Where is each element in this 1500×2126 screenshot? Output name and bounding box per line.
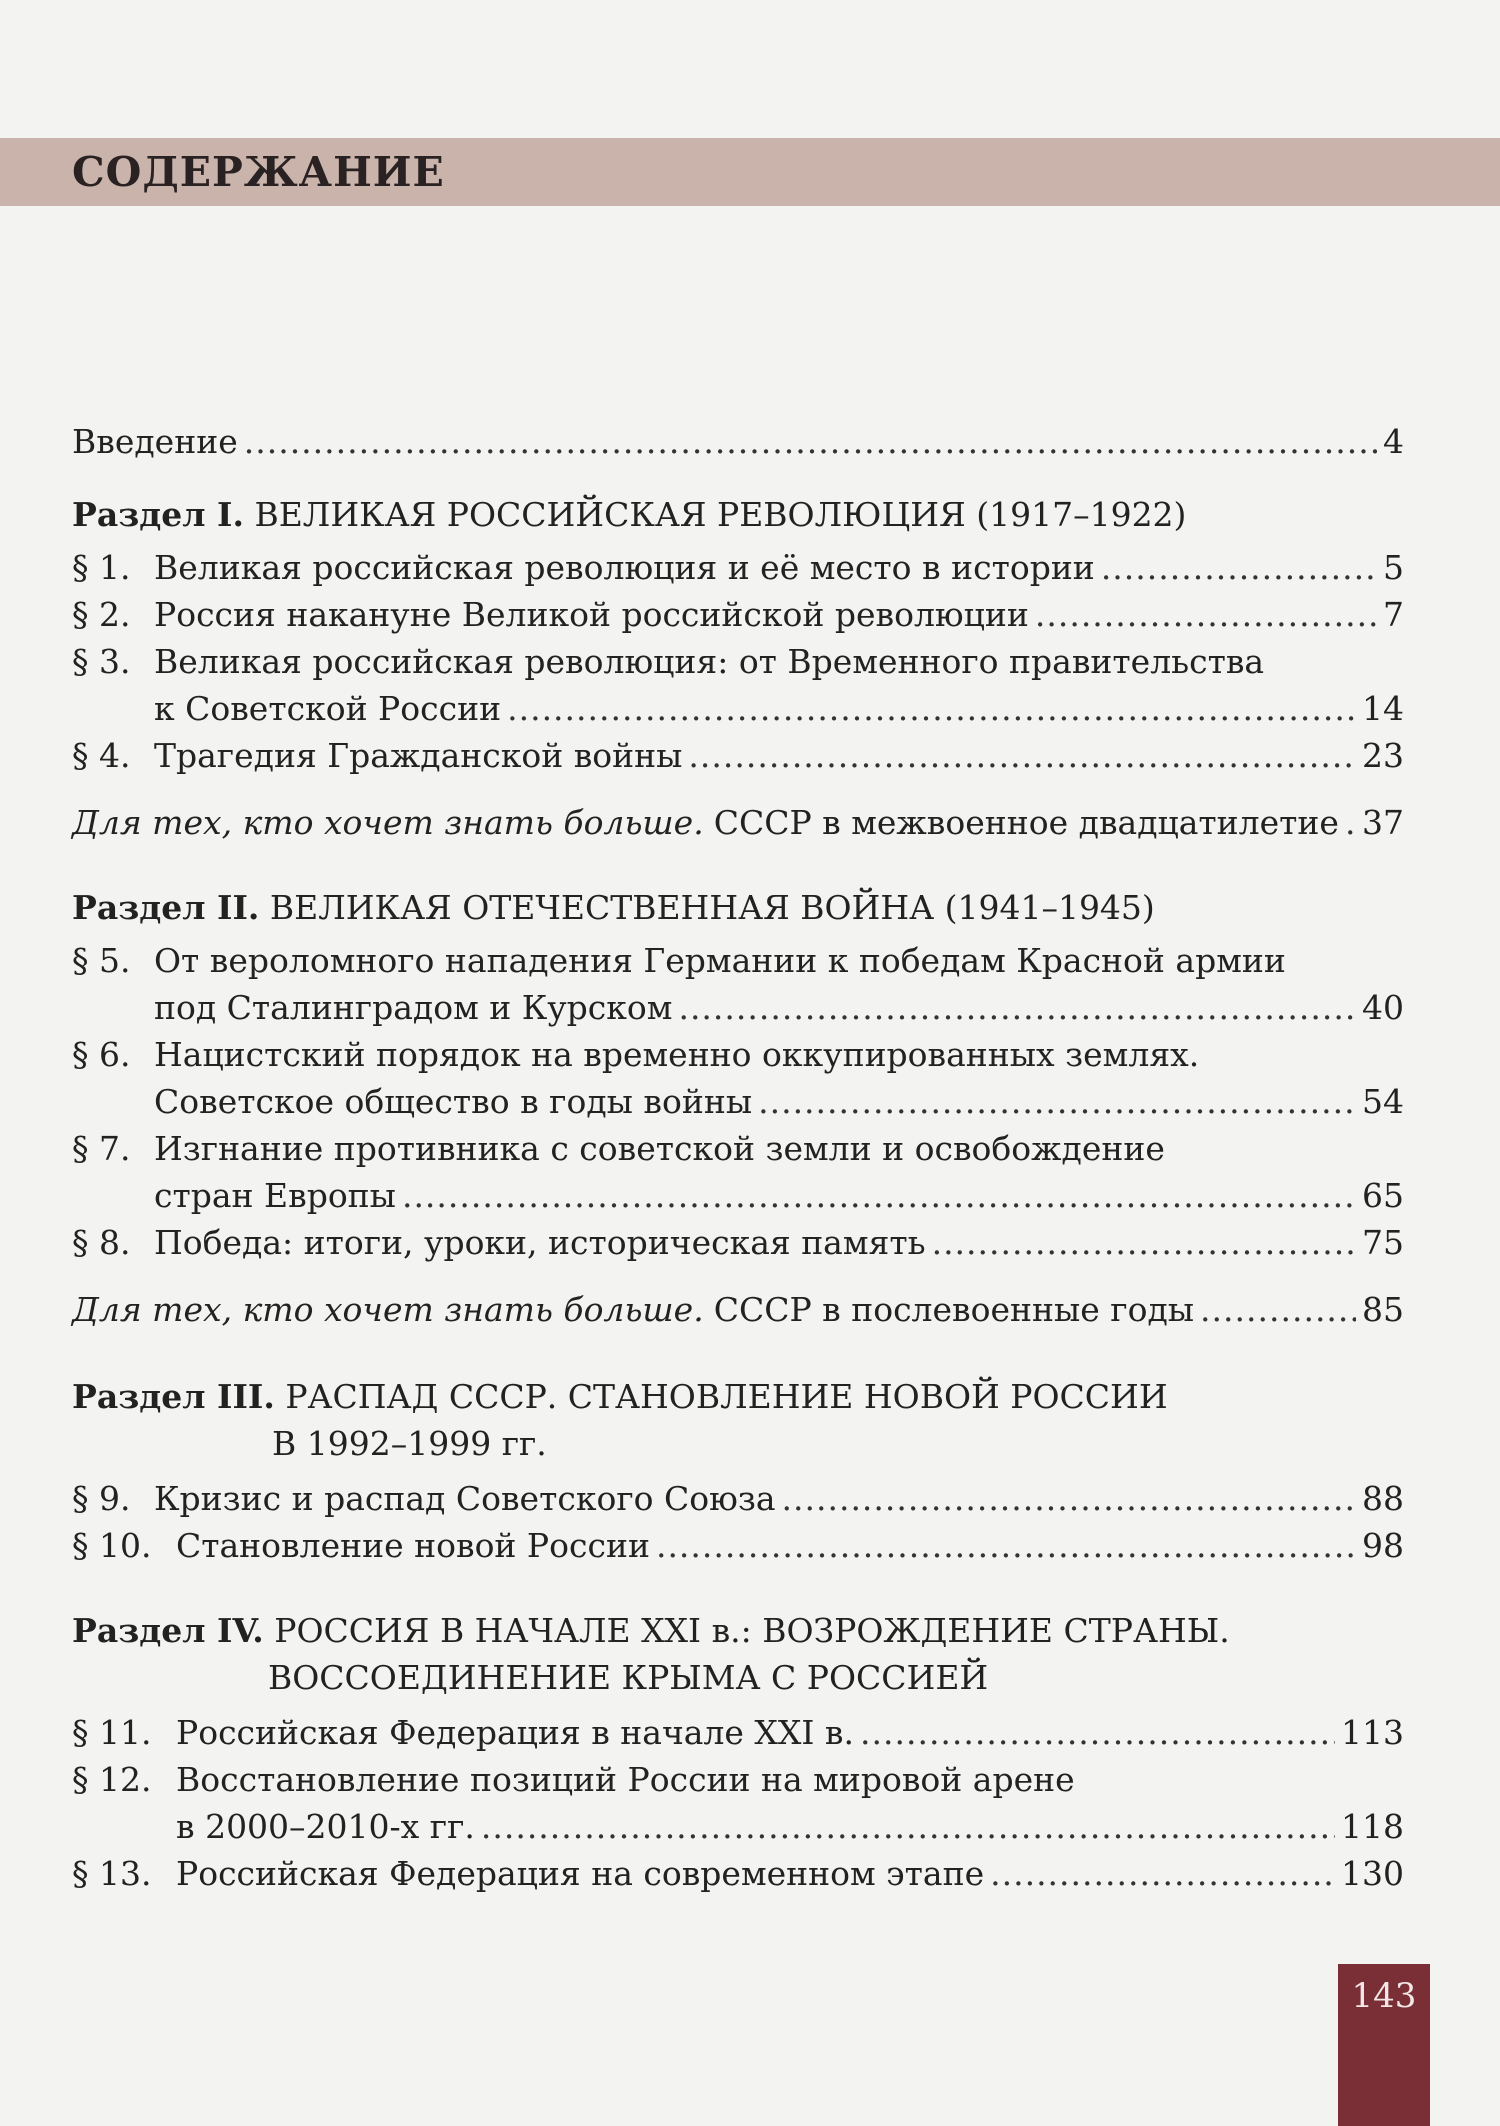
section-heading-3 (72, 1375, 1168, 1419)
toc-entry-4[interactable] (72, 734, 1404, 778)
dot-leader (402, 1174, 1356, 1218)
toc-page-number: 65 (1362, 1176, 1404, 1215)
toc-entry-number: § 8. (72, 1223, 131, 1262)
toc-entry-number: § 6. (72, 1035, 131, 1074)
section-label: Раздел I. (72, 495, 244, 534)
page-number: 143 (1351, 1976, 1417, 2016)
toc-entry-number: § 7. (72, 1129, 131, 1168)
toc-entry-1[interactable] (72, 546, 1404, 590)
toc-entry-3[interactable] (72, 640, 1404, 684)
toc-entry-intro[interactable] (72, 420, 1404, 464)
toc-entry-12[interactable] (72, 1758, 1404, 1802)
toc-entry-number: § 4. (72, 736, 131, 775)
toc-entry-text: Великая российская революция и её место в истории (154, 548, 1095, 587)
toc-entry-text: под Сталинградом и Курском (154, 988, 673, 1027)
toc-entry-text: Победа: итоги, уроки, историческая память (154, 1223, 926, 1262)
toc-entry-5[interactable] (72, 939, 1404, 983)
section-heading-3-cont (272, 1422, 547, 1466)
toc-entry-extra-1[interactable] (72, 801, 1404, 845)
toc-entry-10[interactable] (72, 1524, 1404, 1568)
toc-entry-text: Кризис и распад Советского Союза (154, 1479, 776, 1518)
toc-page-number: 4 (1383, 422, 1404, 461)
toc-page-number: 37 (1362, 803, 1404, 842)
toc-entry-8[interactable] (72, 1221, 1404, 1265)
toc-entry-number: § 9. (72, 1479, 131, 1518)
toc-page-number: 118 (1341, 1807, 1404, 1846)
toc-page-number: 88 (1362, 1479, 1404, 1518)
toc-page-number: 23 (1362, 736, 1404, 775)
toc-entry-11[interactable] (72, 1711, 1404, 1755)
section-title: РОССИЯ В НАЧАЛЕ XXI в.: ВОЗРОЖДЕНИЕ СТРАНЫ. (274, 1611, 1230, 1650)
toc-entry-5-cont[interactable] (72, 986, 1404, 1030)
toc-entry-text: Нацистский порядок на временно оккупированных землях. (154, 1035, 1200, 1074)
toc-entry-12-cont[interactable] (72, 1805, 1404, 1849)
toc-entry-number: § 11. (72, 1713, 152, 1752)
dot-leader (1101, 546, 1377, 590)
section-label: Раздел II. (72, 888, 260, 927)
toc-entry-number: § 13. (72, 1854, 152, 1893)
toc-entry-3-cont[interactable] (72, 687, 1404, 731)
toc-page-number: 113 (1341, 1713, 1404, 1752)
section-heading-1 (72, 493, 1186, 537)
toc-entry-text: Советское общество в годы войны (154, 1082, 753, 1121)
toc-entry-text: СССР в послевоенные годы (713, 1290, 1195, 1329)
section-heading-2 (72, 886, 1155, 930)
section-title: РАСПАД СССР. СТАНОВЛЕНИЕ НОВОЙ РОССИИ (285, 1377, 1168, 1416)
toc-entry-text: Российская Федерация на современном этапе (176, 1854, 985, 1893)
toc-entry-text: в 2000–2010-х гг. (176, 1807, 475, 1846)
page-title: СОДЕРЖАНИЕ (72, 148, 445, 196)
section-title: ВЕЛИКАЯ ОТЕЧЕСТВЕННАЯ ВОЙНА (1941–1945) (269, 888, 1155, 927)
toc-entry-6[interactable] (72, 1033, 1404, 1077)
dot-leader (1345, 801, 1356, 845)
toc-entry-text: От вероломного нападения Германии к победам Красной армии (154, 941, 1286, 980)
toc-entry-number: § 2. (72, 595, 131, 634)
toc-entry-9[interactable] (72, 1477, 1404, 1521)
toc-entry-2[interactable] (72, 593, 1404, 637)
dot-leader (678, 986, 1356, 1030)
dot-leader (1200, 1288, 1356, 1332)
toc-entry-text: стран Европы (154, 1176, 396, 1215)
toc-entry-number: § 5. (72, 941, 131, 980)
dot-leader (758, 1080, 1356, 1124)
dot-leader (782, 1477, 1357, 1521)
toc-entry-text: Введение (72, 422, 238, 461)
toc-entry-number: § 1. (72, 548, 131, 587)
toc-entry-7-cont[interactable] (72, 1174, 1404, 1218)
toc-page-number: 7 (1383, 595, 1404, 634)
toc-page-number: 54 (1362, 1082, 1404, 1121)
dot-leader (990, 1852, 1335, 1896)
toc-entry-number: § 10. (72, 1526, 152, 1565)
section-heading-4 (72, 1609, 1230, 1653)
section-label: Раздел IV. (72, 1611, 264, 1650)
section-title: ВОССОЕДИНЕНИЕ КРЫМА С РОССИЕЙ (268, 1658, 989, 1697)
dot-leader (1035, 593, 1377, 637)
toc-extra-italic: Для тех, кто хочет знать больше. (72, 803, 704, 842)
toc-page-number: 75 (1362, 1223, 1404, 1262)
section-heading-4-cont (268, 1656, 988, 1700)
toc-entry-number: § 12. (72, 1760, 152, 1799)
toc-entry-6-cont[interactable] (72, 1080, 1404, 1124)
toc-entry-number: § 3. (72, 642, 131, 681)
toc-page-number: 14 (1362, 689, 1404, 728)
toc-entry-text: к Советской России (154, 689, 502, 728)
section-title: ВЕЛИКАЯ РОССИЙСКАЯ РЕВОЛЮЦИЯ (1917–1922) (254, 495, 1187, 534)
dot-leader (656, 1524, 1356, 1568)
toc-entry-extra-2[interactable] (72, 1288, 1404, 1332)
toc-entry-13[interactable] (72, 1852, 1404, 1896)
toc-entry-text: СССР в межвоенное двадцатилетие (713, 803, 1339, 842)
toc-entry-text: Восстановление позиций России на мировой арене (176, 1760, 1075, 1799)
dot-leader (507, 687, 1356, 731)
toc-entry-text: Великая российская революция: от Временного правительства (154, 642, 1265, 681)
toc-page-number: 40 (1362, 988, 1404, 1027)
section-label: Раздел III. (72, 1377, 275, 1416)
toc-extra-italic: Для тех, кто хочет знать больше. (72, 1290, 704, 1329)
toc-entry-text: Россия накануне Великой российской революции (154, 595, 1029, 634)
dot-leader (481, 1805, 1335, 1849)
dot-leader (932, 1221, 1356, 1265)
toc-page-number: 98 (1362, 1526, 1404, 1565)
toc-entry-text: Трагедия Гражданской войны (154, 736, 683, 775)
toc-page-number: 5 (1383, 548, 1404, 587)
toc-entry-text: Изгнание противника с советской земли и освобождение (154, 1129, 1165, 1168)
dot-leader (860, 1711, 1335, 1755)
toc-entry-7[interactable] (72, 1127, 1404, 1171)
dot-leader (244, 420, 1377, 464)
section-title: В 1992–1999 гг. (272, 1424, 547, 1463)
toc-entry-text: Российская Федерация в начале XXI в. (176, 1713, 854, 1752)
toc-page-number: 85 (1362, 1290, 1404, 1329)
toc-entry-text: Становление новой России (176, 1526, 650, 1565)
dot-leader (688, 734, 1356, 778)
toc-page-number: 130 (1341, 1854, 1404, 1893)
